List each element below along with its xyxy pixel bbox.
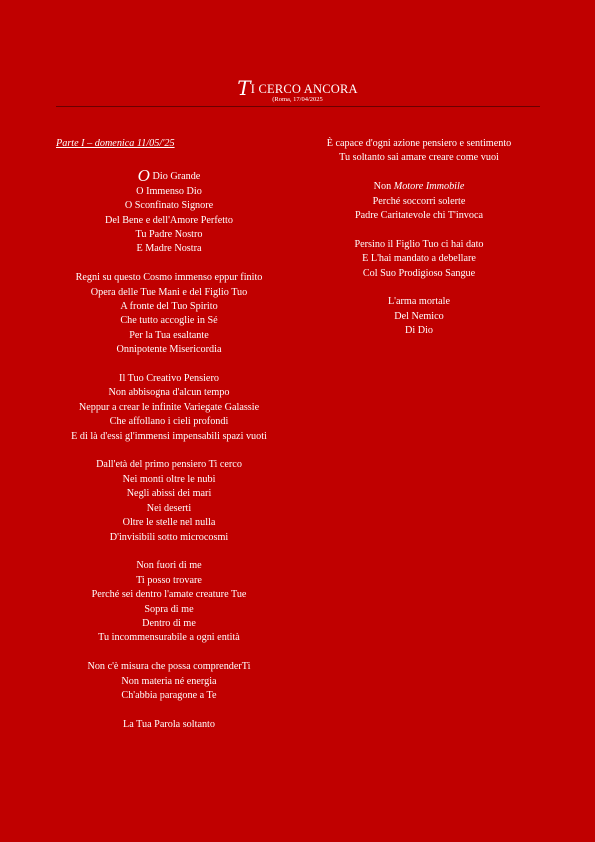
stanza-6 xyxy=(56,660,282,703)
verse-line: E di là d'essi gl'immensi impensabili spazi vuoti xyxy=(71,430,267,442)
verse-line: Non fuori di me xyxy=(136,560,202,572)
verse-line: Oltre le stelle nel nulla xyxy=(122,517,216,529)
verse-line: Neppur a crear le infinite Variegate Galassie xyxy=(78,401,260,413)
verse-line: Il Tuo Creativo Pensiero xyxy=(119,373,219,385)
verse-line: Onnipotente Misericordia xyxy=(116,344,222,356)
verse-line: Dall'età del primo pensiero Ti cerco xyxy=(96,459,242,471)
stanza-5 xyxy=(56,559,282,645)
left-column xyxy=(56,137,282,732)
verse-line: Nei deserti xyxy=(146,502,192,514)
verse-line: Tu Padre Nostro xyxy=(135,229,203,241)
right-column xyxy=(320,137,518,339)
right-stanza-2-prefix: Non xyxy=(373,181,394,193)
verse-line: La Tua Parola soltanto xyxy=(123,718,215,730)
verse-line: E Madre Nostra xyxy=(136,243,202,255)
verse-line: Perché sei dentro l'amate creature Tue xyxy=(91,589,247,601)
stanza-7 xyxy=(56,718,282,732)
verse-line: O Sconfinato Signore xyxy=(124,200,214,212)
verse-line: Ch'abbia paragone a Te xyxy=(121,689,217,701)
right-stanza-4 xyxy=(320,295,518,338)
verse-line: Tu incommensurabile a ogni entità xyxy=(98,632,240,644)
stanza-1 xyxy=(56,185,282,257)
verse-line: E L'hai mandato a debellare xyxy=(362,253,476,265)
title-text: I CERCO ANCORA xyxy=(250,82,358,96)
verse-line: A fronte del Tuo Spirito xyxy=(120,301,218,313)
verse-line: Che tutto accoglie in Sé xyxy=(120,315,218,327)
verse-line: L'arma mortale xyxy=(387,296,451,308)
verse-line: Persino il Figlio Tuo ci hai dato xyxy=(354,238,484,250)
right-stanza-2-first-line xyxy=(320,180,518,194)
verse-line: Non abbisogna d'alcun tempo xyxy=(108,387,230,399)
verse-line: Negli abissi dei mari xyxy=(126,488,212,500)
verse-line: Opera delle Tue Mani e del Figlio Tuo xyxy=(90,286,248,298)
stanza-2 xyxy=(56,271,282,357)
right-stanza-3 xyxy=(320,238,518,281)
verse-line: È capace d'ogni azione pensiero e sentimento xyxy=(326,138,512,149)
stanza-4 xyxy=(56,458,282,544)
verse-line: Non c'è misura che possa comprenderTi xyxy=(87,661,251,673)
verse-line: O Immenso Dio xyxy=(136,185,202,197)
verse-line: Regni su questo Cosmo immenso eppur finito xyxy=(75,272,263,284)
verse-line: Per la Tua esaltante xyxy=(129,329,209,341)
poem-date: (Roma, 17/04/2025 xyxy=(272,96,323,103)
motore-immobile-text: Motore Immobile xyxy=(393,181,465,193)
verse-line: Tu soltanto sai amare creare come vuoi xyxy=(339,152,499,164)
first-line xyxy=(56,166,282,186)
verse-line: Perché soccorri solerte xyxy=(372,195,466,207)
verse-line: Dentro di me xyxy=(142,617,196,629)
first-line-text: Dio Grande xyxy=(149,171,201,183)
verse-line: Che affollano i cieli profondi xyxy=(109,416,229,428)
header-divider xyxy=(56,106,540,107)
stanza-3 xyxy=(56,372,282,444)
verse-line: Del Nemico xyxy=(394,310,444,322)
verse-line: Nei monti oltre le nubi xyxy=(122,473,216,485)
title-initial: T xyxy=(237,76,251,100)
verse-line: D'invisibili sotto microcosmi xyxy=(109,531,229,543)
right-stanza-1 xyxy=(320,137,518,166)
verse-line: Sopra di me xyxy=(144,603,194,615)
right-stanza-2 xyxy=(320,195,518,224)
first-line-initial: O xyxy=(137,166,150,186)
verse-line: Del Bene e dell'Amore Perfetto xyxy=(104,214,233,226)
verse-line: Ti posso trovare xyxy=(136,574,202,586)
verse-line: Padre Caritatevole chi T'invoca xyxy=(354,210,484,222)
verse-line: Col Suo Prodigioso Sangue xyxy=(362,267,476,279)
verse-line: Non materia né energia xyxy=(121,675,217,687)
part-heading: Parte I – domenica 11/05/'25 xyxy=(56,138,175,149)
verse-line: Di Dio xyxy=(404,325,433,337)
